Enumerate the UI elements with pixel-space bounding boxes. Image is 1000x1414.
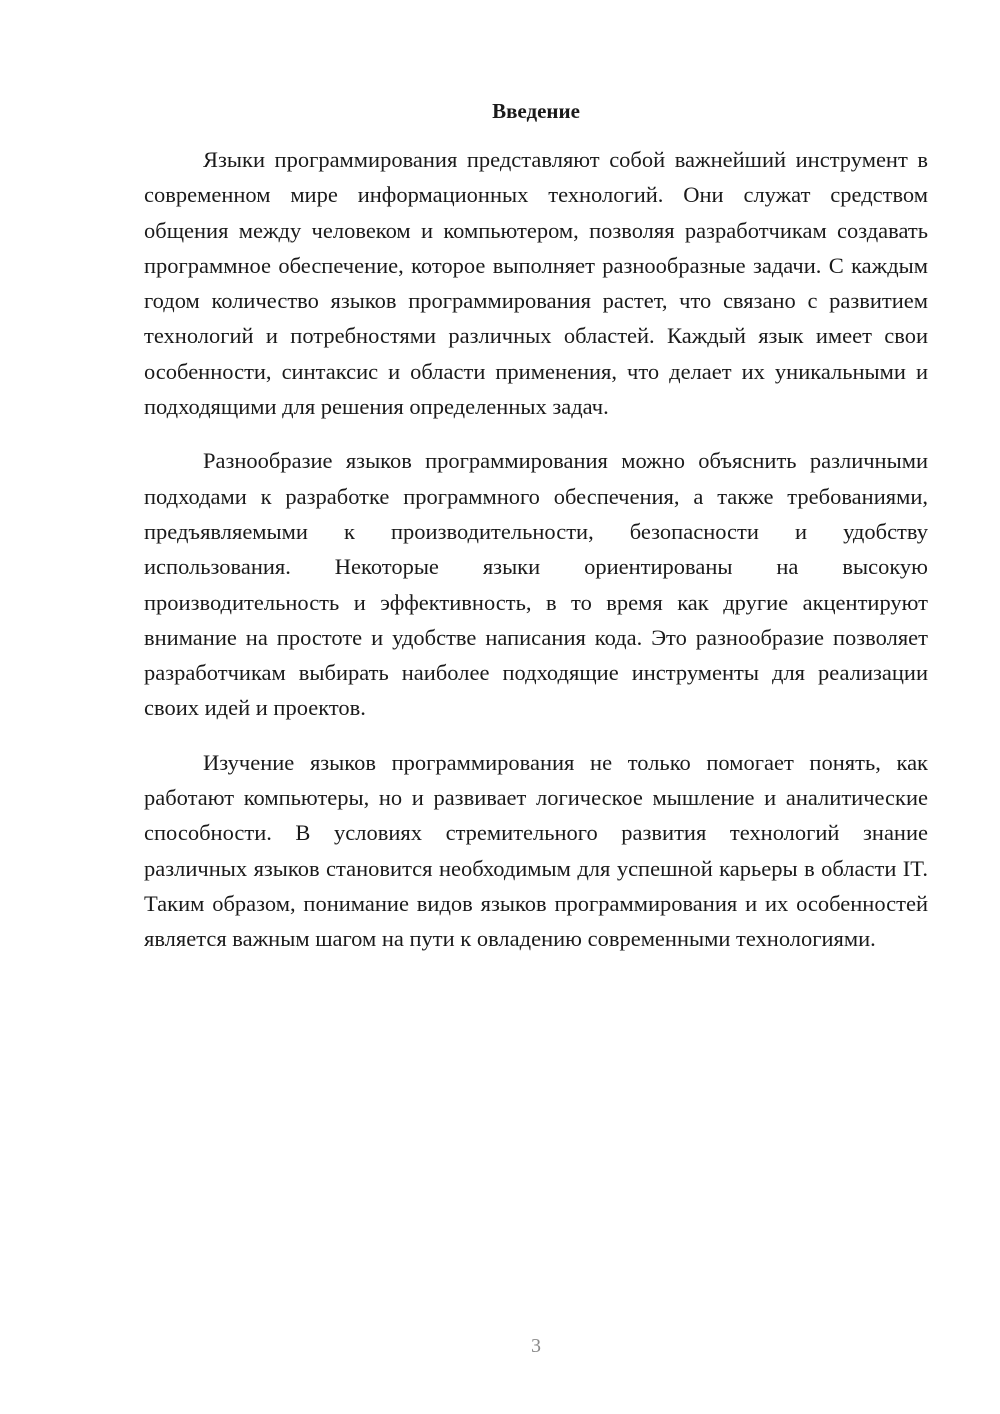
page-number: 3 <box>531 1335 541 1357</box>
paragraph-1: Языки программирования представляют собой важнейший инструмент в современном мире информационных технологий. Они служат средством общения между человеком и компьютером, позволяя разработчикам создавать программное обеспечение, которое выполняет разнообразные задачи. С каждым годом количество языков программирования растет, что связано с развитием технологий и потребностями различных областей. Каждый язык имеет свои особенности, синтаксис и области применения, что делает их уникальными и подходящими для решения определенных задач. <box>144 147 928 420</box>
document-body <box>144 142 928 957</box>
paragraph-3: Изучение языков программирования не только помогает понять, как работают компьютеры, но и развивает логическое мышление и аналитические способности. В условиях стремительного развития технологий знание различных языков становится необходимым для успешной карьеры в области IT. Таким образом, понимание видов языков программирования и их особенностей является важным шагом на пути к овладению современными технологиями. <box>144 749 928 952</box>
section-title: Введение <box>492 99 580 123</box>
paragraph-2: Разнообразие языков программирования можно объяснить различными подходами к разработке программного обеспечения, а также требованиями, предъявляемыми к производительности, безопасности и удобству использования. Некоторые языки ориентированы на высокую производительность и эффективность, в то время как другие акцентируют внимание на простоте и удобстве написания кода. Это разнообразие позволяет разработчикам выбирать наиболее подходящие инструменты для реализации своих идей и проектов. <box>144 448 928 721</box>
